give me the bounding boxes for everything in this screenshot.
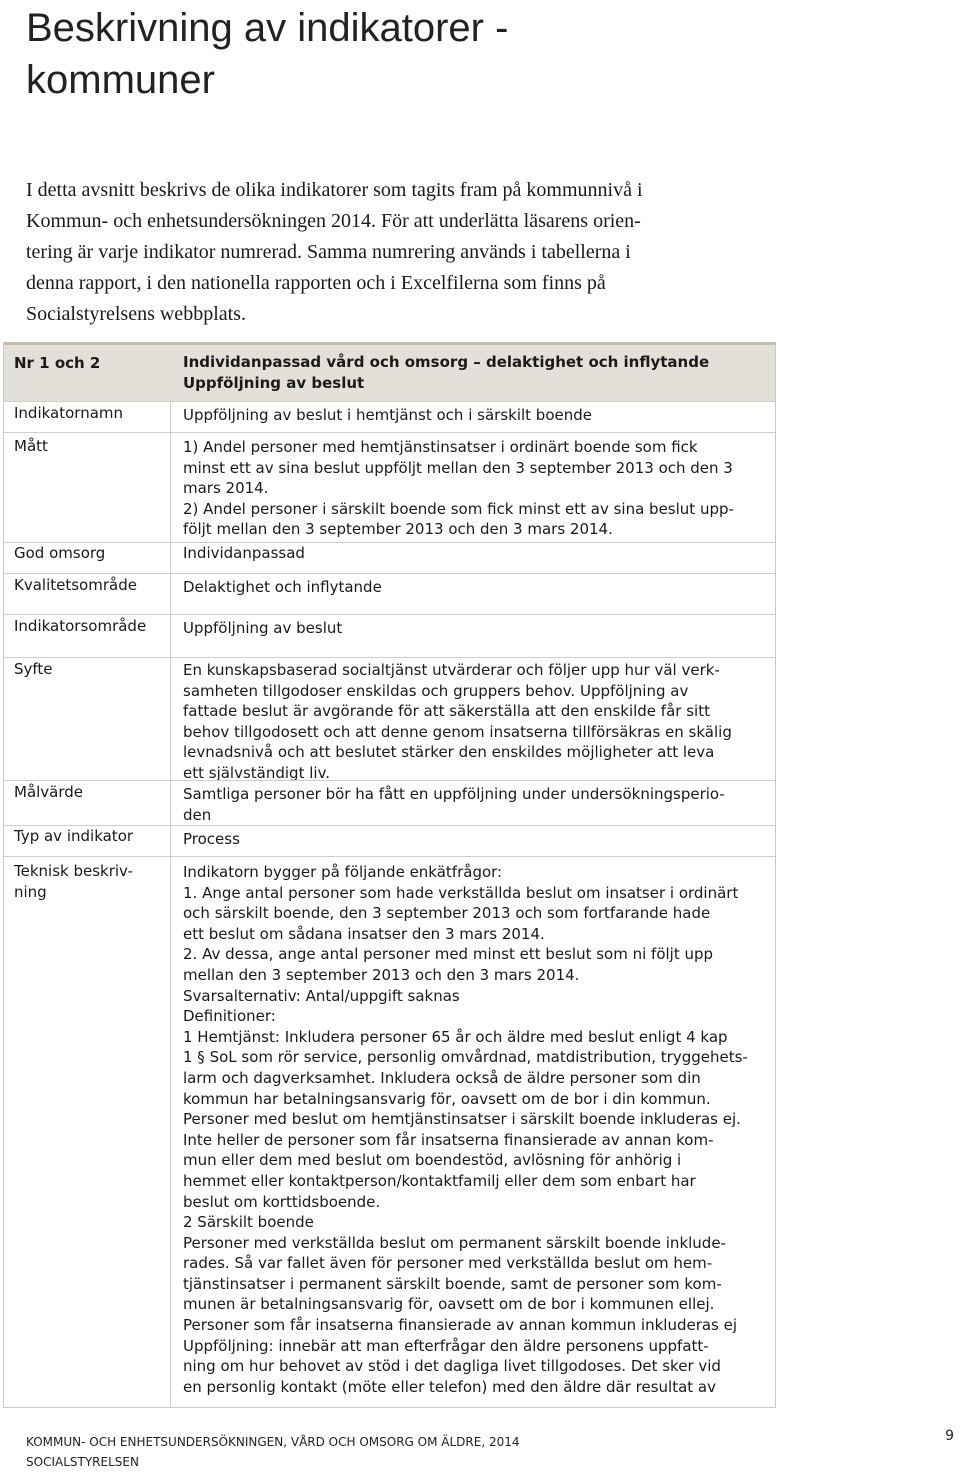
row-value-line: fattade beslut är avgörande för att säkerställa att den enskilde får sitt <box>183 702 710 721</box>
row-value <box>183 862 769 1397</box>
row-value <box>183 784 769 825</box>
intro-paragraph <box>26 175 786 330</box>
row-value-cell <box>171 857 775 1408</box>
row-value-line: levnadsnivå och att beslutet stärker den enskildes möjligheter att leva <box>183 743 715 762</box>
table-row-syfte <box>4 657 775 780</box>
intro-line: I detta avsnitt beskrivs de olika indikatorer som tagits fram på kommunnivå i <box>26 179 643 201</box>
row-label: Kvalitetsområde <box>14 576 137 594</box>
table-row-malvarde <box>4 780 775 825</box>
row-value-line: 2. Av dessa, ange antal personer med minst ett beslut som ni följt upp <box>183 945 714 964</box>
row-value-line: minst ett av sina beslut uppföljt mellan den 3 september 2013 och den 3 <box>183 458 733 477</box>
intro-line: tering är varje indikator numrerad. Samma numrering används i tabellerna i <box>26 241 631 263</box>
footer-publication-title: KOMMUN- OCH ENHETSUNDERSÖKNINGEN, VÅRD OCH OMSORG OM ÄLDRE, 2014 <box>26 1435 520 1449</box>
row-value-line: den <box>183 805 212 824</box>
row-value-line: munen är betalningsansvarig för, oavsett om de bor i kommunen ellej. <box>183 1295 715 1314</box>
row-value-cell <box>171 781 775 825</box>
table-row-matt <box>4 432 775 542</box>
row-value-line: 2 Särskilt boende <box>183 1213 314 1232</box>
row-value-cell <box>171 543 775 573</box>
row-value-line: Svarsalternativ: Antal/uppgift saknas <box>183 986 460 1005</box>
row-value-line: tjänstinsatser i permanent särskilt boende, samt de personer som kom- <box>183 1274 722 1293</box>
page-title-line-1: Beskrivning av indikatorer - <box>26 6 509 50</box>
row-label-line: Teknisk beskriv- <box>14 862 133 880</box>
row-value-line: 1 § SoL som rör service, personlig omvårdnad, matdistribution, tryggehets- <box>183 1048 748 1067</box>
row-label: Typ av indikator <box>14 827 134 845</box>
row-value: Process <box>183 830 240 848</box>
row-value-line: rades. Så var fallet även för personer med verkställda beslut om hem- <box>183 1254 713 1273</box>
row-label-cell <box>4 433 171 542</box>
row-value-cell <box>171 402 775 432</box>
row-value-line: mars 2014. <box>183 479 269 498</box>
row-label: Mått <box>14 437 48 455</box>
table-row-indikatorsomrade <box>4 614 775 657</box>
row-value-line: 1 Hemtjänst: Inkludera personer 65 år och äldre med beslut enligt 4 kap <box>183 1027 728 1046</box>
row-value-line: behov tillgodosett och att denne genom insatserna tillförsäkras en skälig <box>183 722 732 741</box>
row-label-cell <box>4 402 171 432</box>
table-row-kvalitetsomrade <box>4 573 775 614</box>
row-value-line: följt mellan den 3 september 2013 och den 3 mars 2014. <box>183 520 613 539</box>
row-label-cell <box>4 857 171 1408</box>
row-label: Målvärde <box>14 783 84 801</box>
row-value-line: beslut om korttidsboende. <box>183 1192 381 1211</box>
indicator-table <box>3 342 776 1408</box>
row-label-cell <box>4 615 171 657</box>
indicator-heading <box>183 352 769 393</box>
header-value-cell <box>171 345 775 401</box>
row-value-line: ett självständigt liv. <box>183 763 331 782</box>
page-number: 9 <box>945 1428 954 1444</box>
row-value-line: ett beslut om sådana insatser den 3 mars 2014. <box>183 924 545 943</box>
row-value-line: 1. Ange antal personer som hade verkställda beslut om insatser i ordinärt <box>183 883 739 902</box>
table-row-indikatornamn <box>4 401 775 432</box>
row-label: Indikatorsområde <box>14 617 147 635</box>
row-value-line: mun eller dem med beslut om boendestöd, avlösning för anhörig i <box>183 1151 682 1170</box>
header-label-cell <box>4 345 170 401</box>
row-value-line: mellan den 3 september 2013 och den 3 mars 2014. <box>183 965 580 984</box>
row-value-line: kommun har betalningsansvarig för, oavsett om de bor i din kommun. <box>183 1089 711 1108</box>
row-value-line: Personer med verkställda beslut om permanent särskilt boende inklude- <box>183 1233 726 1252</box>
row-value-cell <box>171 433 775 542</box>
row-label-cell <box>4 826 171 856</box>
row-value-line: En kunskapsbaserad socialtjänst utvärderar och följer upp hur väl verk- <box>183 661 720 679</box>
row-value-line: samheten tillgodoser enskildas och gruppers behov. Uppföljning av <box>183 681 689 700</box>
row-value: Individanpassad <box>183 544 305 562</box>
table-row-typ-av-indikator <box>4 825 775 856</box>
row-value-line: Personer med beslut om hemtjänstinsatser i särskilt boende inkluderas ej. <box>183 1110 741 1129</box>
row-value-line: Inte heller de personer som får insatserna finansierade av annan kom- <box>183 1130 714 1149</box>
page-title-line-2: kommuner <box>26 58 215 102</box>
table-row-teknisk-beskrivning <box>4 856 775 1408</box>
row-value <box>183 660 769 784</box>
intro-line: Kommun- och enhetsundersökningen 2014. För att underlätta läsarens orien- <box>26 210 641 232</box>
row-value-line: larm och dagverksamhet. Inkludera också de äldre personer som din <box>183 1068 701 1087</box>
row-value-line: 2) Andel personer i särskilt boende som fick minst ett av sina beslut upp- <box>183 499 734 518</box>
row-value-line: ning om hur behovet av stöd i det dagliga livet tillgodoses. Det sker vid <box>183 1357 721 1376</box>
page-footer <box>26 1432 520 1472</box>
intro-line: denna rapport, i den nationella rapporten och i Excelfilerna som finns på <box>26 272 606 294</box>
row-label-cell <box>4 543 171 573</box>
row-value-line: Uppföljning: innebär att man efterfrågar den äldre personens uppfatt- <box>183 1336 709 1355</box>
row-value: Delaktighet och inflytande <box>183 578 382 596</box>
table-row-god-omsorg <box>4 542 775 573</box>
row-value-line: en personlig kontakt (möte eller telefon) med den äldre där resultat av <box>183 1377 716 1396</box>
row-label: Syfte <box>14 660 53 678</box>
row-value-cell <box>171 826 775 856</box>
row-label <box>14 861 164 902</box>
row-value-cell <box>171 658 775 780</box>
page-title <box>26 2 926 106</box>
row-label-cell <box>4 574 171 614</box>
row-value-line: Samtliga personer bör ha fått en uppföljning under undersökningsperio- <box>183 785 725 803</box>
row-value-line: hemmet eller kontaktperson/kontaktfamilj eller dem som enbart har <box>183 1171 696 1190</box>
row-value-line: 1) Andel personer med hemtjänstinsatser i ordinärt boende som fick <box>183 438 698 456</box>
row-label-cell <box>4 658 171 780</box>
indicator-number: Nr 1 och 2 <box>14 354 101 372</box>
row-value-line: Indikatorn bygger på följande enkätfrågor: <box>183 863 503 881</box>
indicator-heading-line-2: Uppföljning av beslut <box>183 373 365 392</box>
table-header-row <box>4 342 775 401</box>
row-value: Uppföljning av beslut <box>183 619 343 637</box>
row-label: God omsorg <box>14 544 106 562</box>
row-value-line: och särskilt boende, den 3 september 2013 och som fortfarande hade <box>183 904 711 923</box>
row-value-cell <box>171 615 775 657</box>
row-value-line: Personer som får insatserna finansierade av annan kommun inkluderas ej <box>183 1316 738 1335</box>
intro-line: Socialstyrelsens webbplats. <box>26 303 246 325</box>
row-label-line: ning <box>14 882 47 901</box>
row-value <box>183 437 769 540</box>
row-label: Indikatornamn <box>14 404 124 422</box>
row-value: Uppföljning av beslut i hemtjänst och i särskilt boende <box>183 406 592 424</box>
row-value-cell <box>171 574 775 614</box>
footer-publisher: SOCIALSTYRELSEN <box>26 1455 139 1469</box>
row-value-line: Definitioner: <box>183 1007 276 1026</box>
row-label-cell <box>4 781 171 825</box>
indicator-heading-line-1: Individanpassad vård och omsorg – delaktighet och inflytande <box>183 353 710 371</box>
